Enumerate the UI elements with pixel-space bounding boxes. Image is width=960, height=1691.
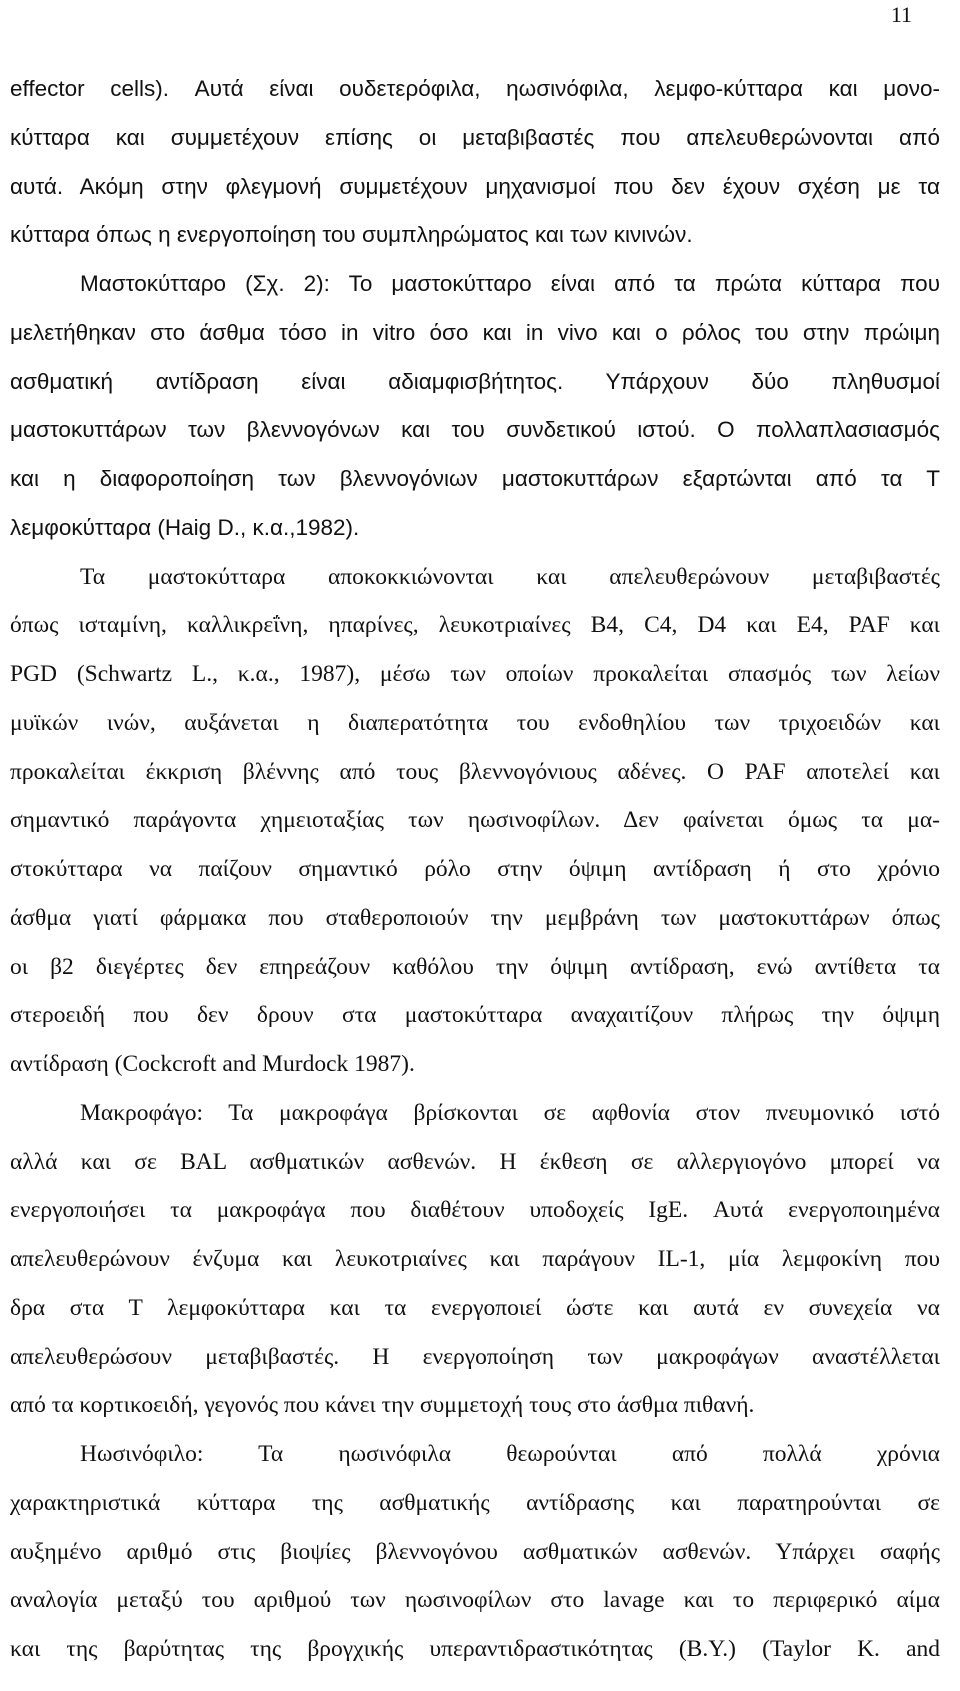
text-line: Ηωσινόφιλο: Τα ηωσινόφιλα θεωρούνται από πολλά χρόνια	[80, 1441, 940, 1467]
text-line: σημαντικό παράγοντα χημειοταξίας των ηωσινοφίλων. Δεν φαίνεται όμως τα μα-	[10, 807, 940, 834]
text-line: αυτά. Ακόμη στην φλεγμονή συμμετέχουν μηχανισμοί που δεν έχουν σχέση με τα	[10, 173, 940, 199]
text-line: αντίδραση (Cockcroft and Murdock 1987).	[10, 1051, 415, 1077]
text-line: ενεργοποιήσει τα μακροφάγα που διαθέτουν υποδοχείς IgE. Αυτά ενεργοποιημένα	[10, 1197, 940, 1224]
text-line: αναλογία μεταξύ του αριθμού των ηωσινοφίλων στο lavage και το περιφερικό αίμα	[10, 1587, 940, 1614]
text-line: Μακροφάγο: Τα μακροφάγα βρίσκονται σε αφθονία στον πνευμονικό ιστό	[80, 1099, 940, 1126]
text-line: PGD (Schwartz L., κ.α., 1987), μέσω των οποίων προκαλείται σπασμός των λείων	[10, 661, 940, 687]
text-line: από τα κορτικοειδή, γεγονός που κάνει την συμμετοχή τους στο άσθμα πιθανή.	[10, 1392, 755, 1419]
text-line: οι β2 διεγέρτες δεν επηρεάζουν καθόλου την όψιμη αντίδραση, ενώ αντίθετα τα	[10, 953, 940, 980]
text-line: αυξημένο αριθμό στις βιοψίες βλεννογόνου ασθματικών ασθενών. Υπάρχει σαφής	[10, 1538, 940, 1565]
text-line: όπως ισταμίνη, καλλικρεΐνη, ηπαρίνες, λευκοτριαίνες B4, C4, D4 και E4, PAF και	[10, 612, 940, 639]
text-line: δρα στα Τ λεμφοκύτταρα και τα ενεργοποιεί ώστε και αυτά εν συνεχεία να	[10, 1294, 940, 1321]
page-number: 11	[890, 2, 912, 27]
text-line: μαστοκυττάρων των βλεννογόνων και του συνδετικού ιστού. Ο πολλαπλασιασμός	[10, 417, 940, 443]
text-line: στεροειδή που δεν δρουν στα μαστοκύτταρα αναχαιτίζουν πλήρως την όψιμη	[10, 1002, 940, 1029]
text-line: και της βαρύτητας της βρογχικής υπεραντιδραστικότητας (Β.Υ.) (Taylor K. and	[10, 1636, 940, 1662]
text-line: απελευθερώνουν ένζυμα και λευκοτριαίνες και παράγουν IL-1, μία λεμφοκίνη που	[10, 1246, 940, 1272]
text-line: Μαστοκύτταρο (Σχ. 2): Το μαστοκύτταρο είναι από τα πρώτα κύτταρα που	[80, 271, 940, 296]
text-line: στοκύτταρα να παίζουν σημαντικό ρόλο στην όψιμη αντίδραση ή στο χρόνιο	[10, 856, 940, 882]
text-line: χαρακτηριστικά κύτταρα της ασθματικής αντίδρασης και παρατηρούνται σε	[10, 1489, 940, 1516]
text-line: Τα μαστοκύτταρα αποκοκκιώνονται και απελευθερώνουν μεταβιβαστές	[80, 563, 940, 590]
text-line: μυϊκών ινών, αυξάνεται η διαπερατότητα του ενδοθηλίου των τριχοειδών και	[10, 709, 940, 736]
text-line: ασθματική αντίδραση είναι αδιαμφισβήτητος. Υπάρχουν δύο πληθυσμοί	[10, 368, 940, 394]
text-line: effector cells). Αυτά είναι ουδετερόφιλα, ηωσινόφιλα, λεμφο-κύτταρα και μονο-	[10, 76, 940, 101]
text-line: λεμφοκύτταρα (Haig D., κ.α.,1982).	[10, 514, 360, 540]
text-line: κύτταρα και συμμετέχουν επίσης οι μεταβιβαστές που απελευθερώνονται από	[10, 124, 940, 150]
text-line: μελετήθηκαν στο άσθμα τόσο in vitro όσο και in vivo και ο ρόλος του στην πρώιμη	[10, 319, 940, 345]
text-line: προκαλείται έκκριση βλέννης από τους βλεννογόνιους αδένες. Ο PAF αποτελεί και	[10, 758, 940, 785]
text-line: άσθμα γιατί φάρμακα που σταθεροποιούν την μεμβράνη των μαστοκυττάρων όπως	[10, 904, 940, 931]
text-line: κύτταρα όπως η ενεργοποίηση του συμπληρώματος και των κινινών.	[10, 222, 693, 248]
text-line: και η διαφοροποίηση των βλεννογόνιων μαστοκυττάρων εξαρτώνται από τα Τ	[10, 466, 940, 491]
text-line: απελευθερώσουν μεταβιβαστές. Η ενεργοποίηση των μακροφάγων αναστέλλεται	[10, 1343, 940, 1370]
text-line: αλλά και σε BAL ασθματικών ασθενών. Η έκθεση σε αλλεργιογόνο μπορεί να	[10, 1148, 940, 1175]
